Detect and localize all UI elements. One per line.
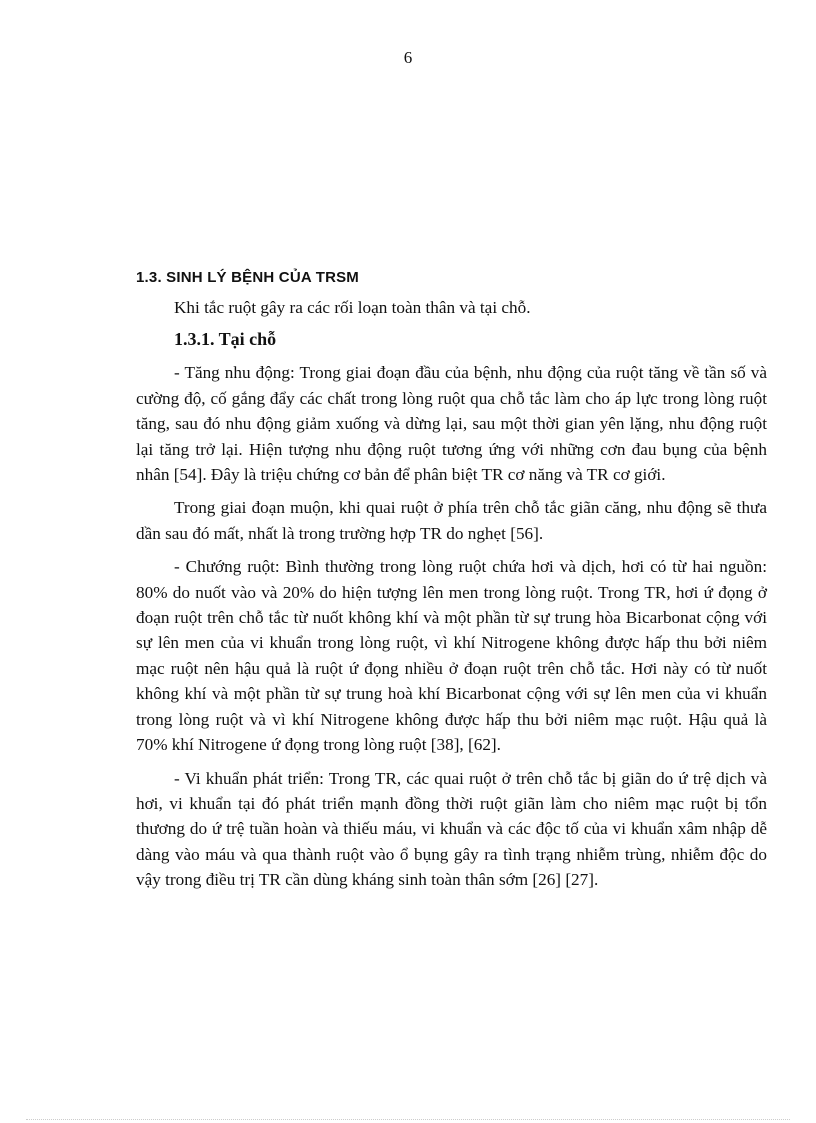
paragraph-increased-peristalsis: - Tăng nhu động: Trong giai đoạn đầu của bệnh, nhu động của ruột tăng về tần số và cường độ, cố gắng đẩy các chất trong lòng ruột qua chỗ tắc làm cho áp lực trong lòng ruột tăng, sau đó nhu động giảm xuống và dừng lại, sau một thời gian yên lặng, nhu động ruột lại tăng trở lại. Hiện tượng nhu động ruột tương ứng với những cơn đau bụng của bệnh nhân [54]. Đây là triệu chứng cơ bản để phân biệt TR cơ năng và TR cơ giới.: [136, 363, 767, 485]
document-body: [136, 267, 767, 893]
paragraph-bacterial-growth: - Vi khuẩn phát triển: Trong TR, các quai ruột ở trên chỗ tắc bị giãn do ứ trệ dịch và hơi, vi khuẩn tại đó phát triển mạnh đồng thời ruột giãn làm cho niêm mạc ruột bị tổn thương do ứ trệ tuần hoàn và thiếu máu, vi khuẩn và các độc tố của vi khuẩn xâm nhập dễ dàng vào máu và qua thành ruột vào ổ bụng gây ra tình trạng nhiễm trùng, nhiễm độc do vậy trong điều trị TR cần dùng kháng sinh toàn thân sớm [26] [27].: [136, 768, 767, 890]
paragraph-late-stage: Trong giai đoạn muộn, khi quai ruột ở phía trên chỗ tắc giãn căng, nhu động sẽ thưa dần sau đó mất, nhất là trong trường hợp TR do nghẹt [56].: [136, 498, 767, 543]
page-number: 6: [403, 48, 413, 67]
paragraph-distension: - Chướng ruột: Bình thường trong lòng ruột chứa hơi và dịch, hơi có từ hai nguồn: 80% do nuốt vào và 20% do hiện tượng lên men trong lòng ruột. Trong TR, hơi ứ đọng ở đoạn ruột trên chỗ tắc từ nuốt không khí và một phần từ sự trung hòa Bicarbonat cộng với sự lên men của vi khuẩn trong lòng ruột, vì khí Nitrogene không được hấp thu bởi niêm mạc ruột nên hậu quả là ruột ứ đọng nhiều ở đoạn ruột trên chỗ tắc. Hơi này có từ nuốt không khí và một phần từ sự trung hoà khí Bicarbonat cộng với sự lên men của vi khuẩn trong lòng ruột và vì khí Nitrogene không được hấp thu bởi niêm mạc ruột. Hậu quả là 70% khí Nitrogene ứ đọng trong lòng ruột [38], [62].: [136, 557, 767, 755]
bottom-divider: [26, 1119, 790, 1120]
section-heading: 1.3. SINH LÝ BỆNH CỦA TRSM: [136, 269, 360, 286]
subsection-heading: 1.3.1. Tại chỗ: [174, 329, 277, 350]
intro-paragraph: Khi tắc ruột gây ra các rối loạn toàn thân và tại chỗ.: [174, 298, 531, 317]
